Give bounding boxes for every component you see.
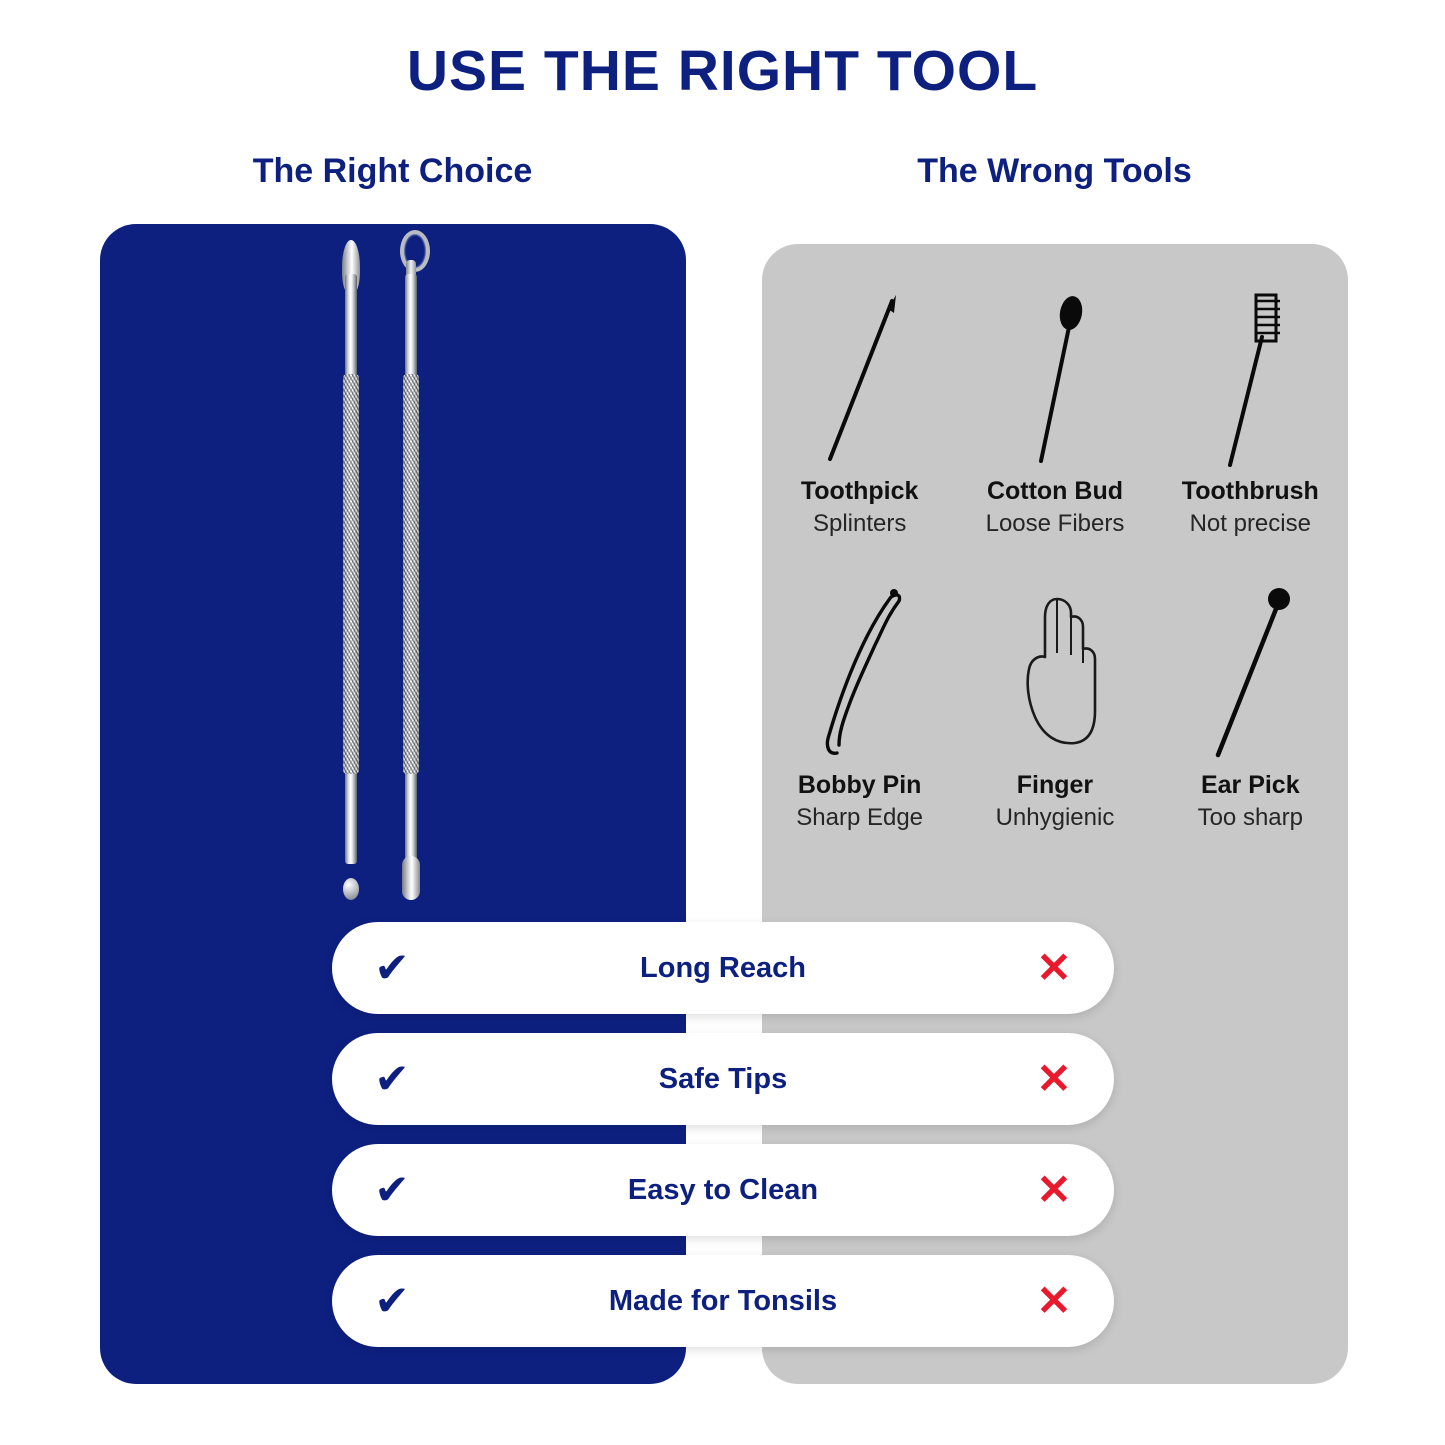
wrong-tool-issue: Loose Fibers (985, 510, 1125, 537)
wrong-tool-item (762, 538, 957, 832)
page-title: USE THE RIGHT TOOL (406, 39, 1039, 103)
wrong-tool-issue: Splinters (812, 510, 907, 537)
wrong-tool-issue: Too sharp (1197, 804, 1303, 831)
right-column-heading: The Wrong Tools (917, 152, 1192, 190)
comparison-row (332, 922, 1114, 1014)
left-column-heading: The Right Choice (252, 152, 533, 190)
check-icon: ✔ (374, 1166, 410, 1213)
toothbrush-icon (1153, 284, 1348, 469)
feature-label: Easy to Clean (627, 1173, 819, 1206)
cross-icon: ✕ (1036, 1277, 1072, 1324)
finger-icon (957, 578, 1152, 763)
wrong-tool-name: Cotton Bud (986, 477, 1123, 505)
tonsil-tool-loop-tip (398, 234, 424, 904)
check-icon: ✔ (374, 1277, 410, 1324)
spoon-tip-icon (402, 856, 420, 900)
bobby-pin-icon (762, 578, 957, 763)
toothpick-icon (762, 284, 957, 469)
wrong-tool-issue: Not precise (1189, 510, 1311, 537)
feature-label: Made for Tonsils (608, 1284, 838, 1317)
knurled-grip (343, 374, 359, 774)
wrong-tool-issue: Sharp Edge (796, 804, 924, 831)
wrong-tool-item (1153, 244, 1348, 538)
check-icon: ✔ (374, 1055, 410, 1102)
wrong-tool-name: Ear Pick (1200, 771, 1300, 799)
comparison-rows (332, 922, 1114, 1366)
cross-icon: ✕ (1036, 1166, 1072, 1213)
wrong-tool-name: Bobby Pin (797, 771, 922, 799)
wrong-tool-item (762, 244, 957, 538)
cross-icon: ✕ (1036, 944, 1072, 991)
wrong-tool-name: Toothpick (800, 477, 919, 505)
ball-tip-icon (343, 878, 359, 900)
wrong-tool-item (1153, 538, 1348, 832)
comparison-row (332, 1033, 1114, 1125)
feature-label: Long Reach (640, 951, 806, 984)
ear-pick-icon (1153, 578, 1348, 763)
cotton-bud-icon (957, 284, 1152, 469)
check-icon: ✔ (374, 944, 410, 991)
product-illustration (100, 224, 686, 924)
wrong-tools-grid (762, 244, 1348, 832)
wrong-tool-name: Finger (1016, 771, 1094, 799)
comparison-row (332, 1144, 1114, 1236)
comparison-row (332, 1255, 1114, 1347)
tonsil-tool-round-tip (338, 234, 364, 904)
feature-label: Safe Tips (658, 1062, 788, 1095)
wrong-tool-name: Toothbrush (1181, 477, 1319, 505)
wrong-tool-item (957, 538, 1152, 832)
cross-icon: ✕ (1036, 1055, 1072, 1102)
knurled-grip (403, 374, 419, 774)
wrong-tool-issue: Unhygienic (995, 804, 1115, 831)
wrong-tool-item (957, 244, 1152, 538)
